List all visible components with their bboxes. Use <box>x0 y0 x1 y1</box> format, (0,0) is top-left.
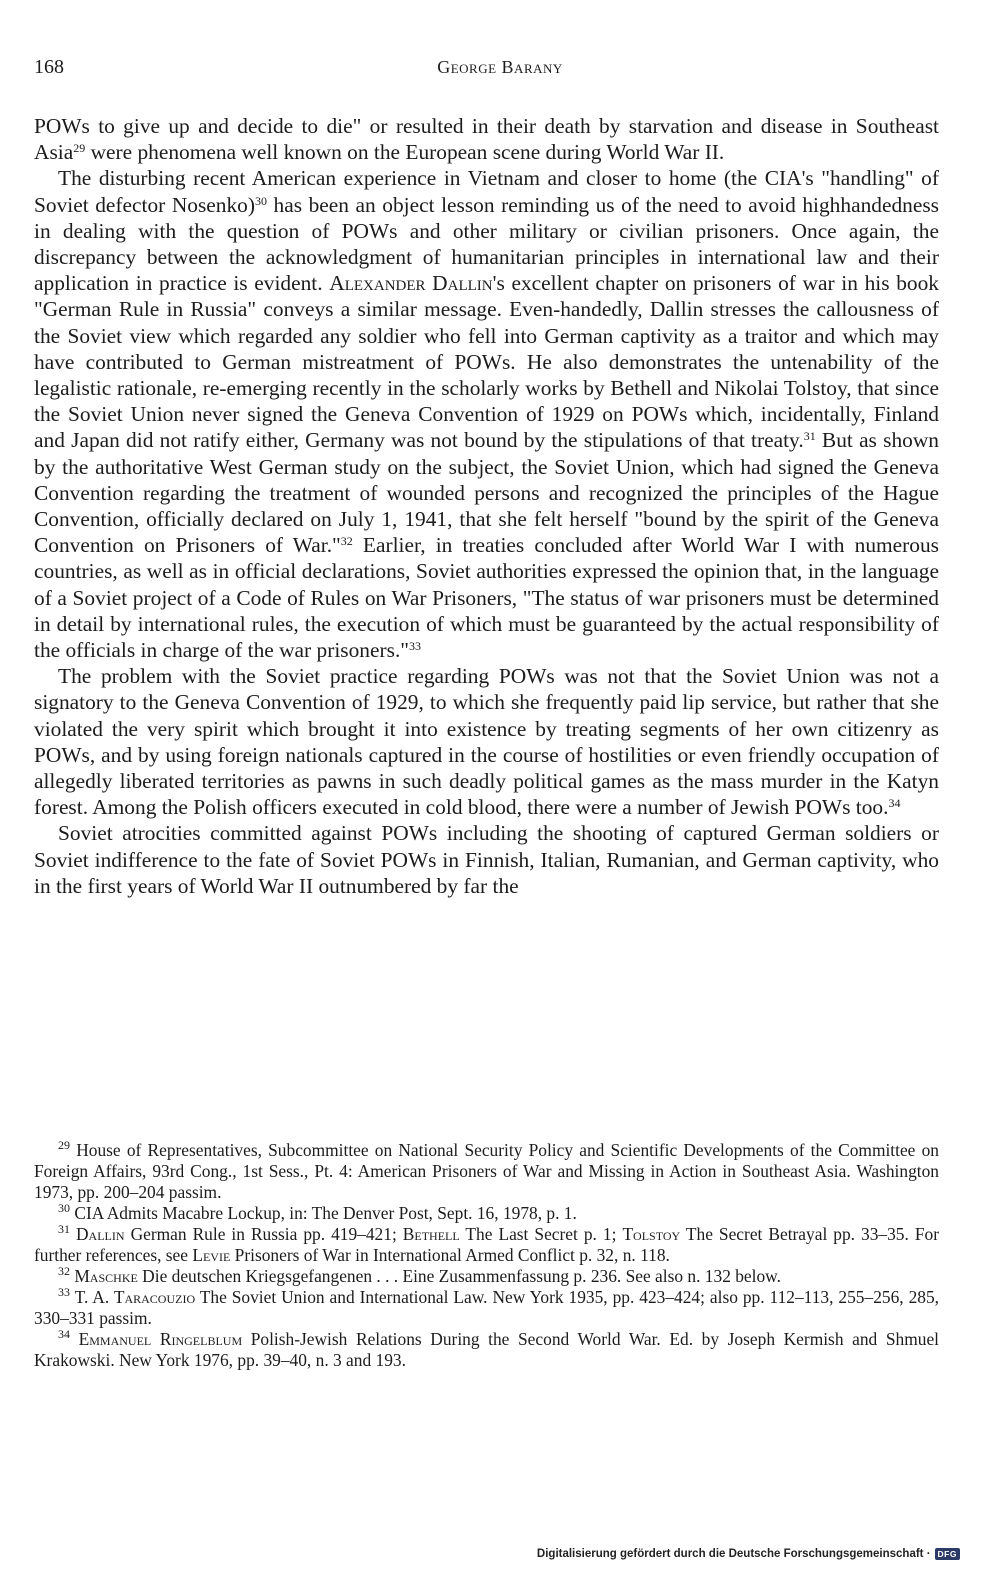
running-head: George Barany <box>437 57 563 77</box>
footnote-ref-30: 30 <box>255 193 267 208</box>
footnote-34: $^{34}$ Emmanuel Ringelblum Polish-Jewish Relations During the Second World War. Ed. by Joseph Kermish and Shmuel Krakowski. New York 1976, pp. 39–40, n. 3 and 193. <box>34 1327 939 1370</box>
dfg-logo-icon: DFG <box>935 1548 960 1560</box>
paragraph-3: The problem with the Soviet practice regarding POWs was not that the Soviet Union was not a signatory to the Geneva Convention of 1929, to which she frequently paid lip service, but rather that she violated the very spirit which brought it into existence by treating segments of her own citizenry as POWs, and by using foreign nationals captured in the course of hostilities or even friendly occupation of allegedly liberated territories as pawns in such deadly political games as the mass murder in the Katyn forest. Among the Polish officers executed in cold blood, there were a number of Jewish POWs too.$^{34}$ <box>34 664 939 820</box>
main-text <box>34 113 939 899</box>
footnote-ref-31: 31 <box>803 429 816 444</box>
footnote-29: $^{29}$ House of Representatives, Subcommittee on National Security Policy and Scientific Developments of the Committee on Foreign Affairs, 93rd Cong., 1st Sess., Pt. 4: American Prisoners of War and Missing in Action in Southeast Asia. Washington 1973, pp. 200–204 passim. <box>34 1138 939 1202</box>
paragraph-4: Soviet atrocities committed against POWs including the shooting of captured German soldiers or Soviet indifference to the fate of Soviet POWs in Finnish, Italian, Rumanian, and German captivity, who in the first years of World War II outnumbered by far the <box>34 821 939 898</box>
footnotes <box>34 1140 939 1371</box>
paragraph-2: The disturbing recent American experience in Vietnam and closer to home (the CIA's "handling" of Soviet defector Nosenko)$^{30}$ has been an object lesson reminding us of the need to avoid highhandedness in dealing with the question of POWs and other military or civilian prisoners. Once again, the discrepancy between the acknowledgment of humanitarian principles in international law and their application in practice is evident. Alexander Dallin's excellent chapter on prisoners of war in his book "German Rule in Russia" conveys a similar message. Even-handedly, Dallin stresses the callousness of the Soviet view which regarded any soldier who fell into German captivity as a traitor and which may have contributed to German mistreatment of POWs. He also demonstrates the untenability of the legalistic rationale, re-emerging recently in the scholarly works by Bethell and Nikolai Tolstoy, that since the Soviet Union never signed the Geneva Convention of 1929 on POWs which, incidentally, Finland and Japan did not ratify either, Germany was not bound by the stipulations of that treaty.$^{31}$ But as shown by the authoritative West German study on the subject, the Soviet Union, which had signed the Geneva Convention regarding the treatment of wounded persons and recognized the principles of the Hague Convention, officially declared on July 1, 1941, that she felt herself "bound by the spirit of the Geneva Convention on Prisoners of War."$^{32}$ Earlier, in treaties concluded after World War I with numerous countries, as well as in official declarations, Soviet authorities expressed the opinion that, in the language of a Soviet project of a Code of Rules on War Prisoners, "The status of war prisoners must be determined in detail by international rules, the execution of which must be guaranteed by the actual responsibility of the officials in charge of the war prisoners."$^{33}$ <box>34 166 939 663</box>
page-number: 168 <box>34 56 64 78</box>
credit-text: Digitalisierung gefördert durch die Deutsche Forschungsgemeinschaft · <box>536 1548 931 1560</box>
footnote-32: $^{32}$ Maschke Die deutschen Kriegsgefangenen . . . Eine Zusammenfassung p. 236. See also n. 132 below. <box>58 1264 781 1286</box>
paragraph-1: POWs to give up and decide to die" or resulted in their death by starvation and disease in Southeast Asia$^{29}$ were phenomena well known on the European scene during World War II. <box>34 114 939 165</box>
footnote-33: $^{33}$ T. A. Taracouzio The Soviet Union and International Law. New York 1935, pp. 423–424; also pp. 112–113, 255–256, 285, 330–331 passim. <box>34 1285 939 1328</box>
digitization-credit <box>537 1548 960 1560</box>
author-name-dallin: Alexander Dallin <box>329 271 493 296</box>
footnote-ref-34: 34 <box>888 796 901 811</box>
footnote-30: $^{30}$ CIA Admits Macabre Lockup, in: The Denver Post, Sept. 16, 1978, p. 1. <box>58 1201 577 1223</box>
footnote-ref-29: 29 <box>73 141 86 156</box>
footnote-ref-33: 33 <box>409 639 422 654</box>
footnote-ref-32: 32 <box>340 534 353 549</box>
footnote-31: $^{31}$ Dallin German Rule in Russia pp. 419–421; Bethell The Last Secret p. 1; Tolstoy The Secret Betrayal pp. 33–35. For further references, see Levie Prisoners of War in International Armed Conflict p. 32, n. 118. <box>34 1222 940 1265</box>
